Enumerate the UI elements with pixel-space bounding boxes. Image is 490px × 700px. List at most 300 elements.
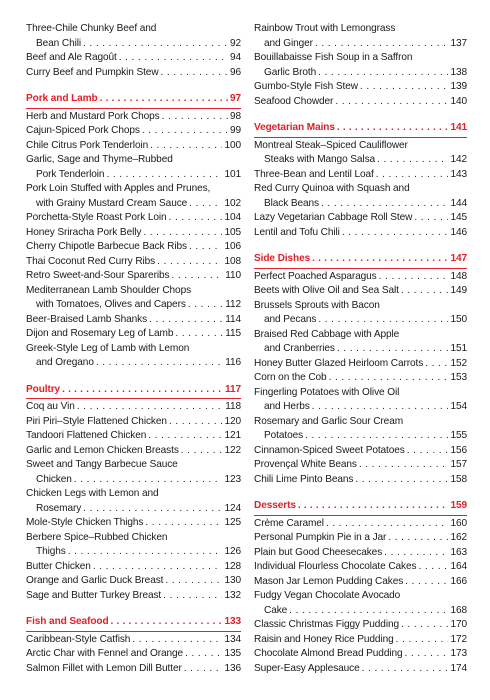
toc-entry[interactable]	[254, 560, 467, 575]
toc-entry[interactable]	[254, 211, 467, 226]
entry-title: Greek-Style Leg of Lamb with Lemon	[26, 342, 190, 354]
section-heading[interactable]	[26, 92, 241, 107]
entry-title-line	[26, 240, 241, 255]
leader-dots	[405, 575, 448, 590]
entry-title: Steaks with Mango Salsa	[264, 154, 376, 165]
leader-dots	[143, 226, 222, 241]
page-number: 148	[450, 270, 467, 282]
entry-title: Mason Jar Lemon Pudding Cakes	[254, 575, 404, 587]
section-heading-title: Desserts	[254, 500, 296, 511]
entry-title-line	[26, 153, 241, 168]
toc-entry[interactable]	[254, 662, 467, 677]
leader-dots	[162, 110, 228, 125]
entry-title: Honey Sriracha Pork Belly	[26, 226, 142, 238]
entry-title-continuation	[254, 66, 467, 81]
leader-dots	[425, 357, 448, 372]
page-number: 174	[450, 662, 467, 674]
page-number: 160	[450, 517, 467, 529]
toc-entry[interactable]	[254, 95, 467, 110]
leader-dots	[318, 313, 448, 328]
entry-title: Corn on the Cob	[254, 372, 327, 383]
toc-entry[interactable]	[26, 647, 241, 662]
toc-entry[interactable]	[26, 255, 241, 270]
entry-title: and Herbs	[264, 401, 310, 412]
toc-entry[interactable]	[26, 574, 241, 589]
page-number: 144	[450, 197, 467, 209]
leader-dots	[388, 531, 448, 546]
leader-dots	[184, 662, 223, 677]
entry-title-line	[254, 386, 467, 401]
toc-entry[interactable]	[26, 458, 241, 487]
entry-title-line	[254, 517, 467, 532]
entry-title: Arctic Char with Fennel and Orange	[26, 648, 184, 659]
toc-entry[interactable]	[26, 487, 241, 516]
entry-title-line	[254, 284, 467, 299]
page-number: 92	[229, 37, 241, 49]
leader-dots	[329, 371, 449, 386]
page-number: 100	[224, 139, 241, 151]
page-number: 164	[450, 561, 467, 572]
entry-title-line	[26, 633, 241, 648]
toc-entry[interactable]	[26, 269, 241, 284]
entry-title-line	[26, 647, 241, 662]
entry-title: and Cranberries	[264, 343, 335, 354]
entry-title-line	[254, 633, 467, 648]
leader-dots	[326, 517, 449, 532]
entry-title-line	[26, 139, 241, 154]
toc-entry[interactable]	[254, 328, 467, 357]
page-number: 99	[229, 125, 241, 136]
page-number: 154	[450, 401, 467, 412]
entry-title-line	[254, 211, 467, 226]
toc-entry[interactable]	[26, 400, 241, 415]
entry-title: Thai Coconut Red Curry Ribs	[26, 255, 156, 267]
leader-dots	[305, 429, 448, 444]
entry-title: Butter Chicken	[26, 560, 91, 572]
leader-dots	[359, 458, 449, 473]
page-number: 173	[450, 648, 467, 659]
leader-dots	[142, 124, 228, 139]
page-number: 106	[224, 241, 241, 252]
entry-title: Chicken	[36, 473, 72, 485]
toc-entry[interactable]	[26, 327, 241, 342]
entry-title: Potatoes	[264, 430, 304, 441]
toc-entry[interactable]	[254, 444, 467, 459]
entry-title: Curry Beef and Pumpkin Stew	[26, 66, 159, 78]
entry-title: Tandoori Flattened Chicken	[26, 430, 147, 441]
entry-title-continuation	[254, 153, 467, 168]
entry-title-line	[254, 589, 467, 604]
entry-title-line	[254, 80, 467, 95]
page-number: 163	[450, 546, 467, 558]
entry-title-line	[254, 270, 467, 285]
entry-title: Bouillabaisse Fish Soup in a Saffron	[254, 52, 413, 63]
page-number: 152	[450, 357, 467, 369]
leader-dots	[106, 168, 222, 183]
entry-title-continuation	[254, 37, 467, 52]
toc-entry[interactable]	[254, 415, 467, 444]
leader-dots	[401, 618, 448, 633]
entry-title-continuation	[26, 37, 241, 52]
entry-title: Orange and Garlic Duck Breast	[26, 575, 164, 586]
entry-title-line	[254, 531, 467, 546]
toc-entry[interactable]	[26, 153, 241, 182]
toc-entry[interactable]	[26, 139, 241, 154]
toc-entry[interactable]	[26, 182, 241, 211]
toc-entry[interactable]	[254, 531, 467, 546]
entry-title: Thighs	[36, 546, 66, 557]
toc-entry[interactable]	[26, 633, 241, 648]
entry-title: Crème Caramel	[254, 517, 324, 529]
toc-section-fish-and-seafood	[26, 615, 241, 676]
entry-title-line	[26, 124, 241, 139]
toc-section-continued	[26, 22, 241, 80]
leader-dots	[337, 121, 449, 136]
toc-section-desserts	[254, 499, 467, 676]
entry-title-line	[26, 429, 241, 444]
page-number: 120	[224, 415, 241, 427]
entry-title: Salmon Fillet with Lemon Dill Butter	[26, 662, 182, 674]
entry-title-line	[254, 182, 467, 197]
toc-entry[interactable]	[254, 357, 467, 372]
entry-title-continuation	[26, 298, 241, 313]
entry-title-continuation	[254, 604, 467, 619]
toc-entry[interactable]	[254, 270, 467, 285]
toc-entry[interactable]	[26, 560, 241, 575]
page-number: 132	[224, 589, 241, 601]
page-number: 101	[224, 168, 241, 180]
toc-entry[interactable]	[26, 51, 241, 66]
entry-title-continuation	[254, 400, 467, 415]
page-number: 96	[229, 66, 241, 78]
page-number: 140	[450, 95, 467, 107]
toc-entry[interactable]	[26, 415, 241, 430]
leader-dots	[100, 92, 228, 107]
toc-entry[interactable]	[26, 429, 241, 444]
leader-dots	[384, 546, 448, 561]
section-heading[interactable]	[26, 615, 241, 630]
section-heading-title: Poultry	[26, 383, 61, 395]
page-number: 121	[224, 430, 241, 441]
section-heading-rule	[26, 631, 241, 632]
entry-title: Pork Tenderloin	[36, 168, 105, 180]
page-number: 116	[225, 357, 241, 368]
leader-dots	[355, 473, 448, 488]
section-heading-page: 117	[225, 383, 241, 395]
entry-title: Raisin and Honey Rice Pudding	[254, 633, 394, 645]
entry-title: Cherry Chipotle Barbecue Back Ribs	[26, 241, 187, 252]
page-number: 104	[224, 212, 241, 223]
leader-dots	[165, 574, 222, 589]
toc-entry[interactable]	[254, 589, 467, 618]
toc-section-continued	[254, 22, 467, 109]
section-heading-page: 141	[450, 122, 467, 133]
leader-dots	[335, 95, 448, 110]
toc-entry[interactable]	[26, 662, 241, 677]
entry-title-line	[26, 313, 241, 328]
entry-title: Sage and Butter Turkey Breast	[26, 589, 162, 601]
leader-dots	[414, 211, 448, 226]
leader-dots	[362, 662, 449, 677]
entry-title: Black Beans	[264, 197, 320, 209]
entry-title-line	[26, 284, 241, 299]
entry-title-line	[26, 574, 241, 589]
leader-dots	[163, 589, 222, 604]
entry-title: Rosemary	[36, 502, 82, 514]
entry-title: Three-Bean and Lentil Loaf	[254, 168, 374, 180]
section-heading-page: 97	[229, 93, 241, 104]
leader-dots	[318, 66, 448, 81]
toc-entry[interactable]	[254, 575, 467, 590]
leader-dots	[157, 255, 222, 270]
entry-title: Lazy Vegetarian Cabbage Roll Stew	[254, 212, 413, 223]
leader-dots	[189, 240, 222, 255]
toc-entry[interactable]	[26, 66, 241, 81]
entry-title-continuation	[26, 502, 241, 517]
entry-title: Porchetta-Style Roast Pork Loin	[26, 212, 167, 223]
leader-dots	[171, 269, 223, 284]
page-number: 139	[450, 81, 467, 92]
toc-entry[interactable]	[254, 633, 467, 648]
toc-entry[interactable]	[254, 299, 467, 328]
section-heading-title: Side Dishes	[254, 253, 311, 264]
entry-title-continuation	[254, 342, 467, 357]
entry-title-line	[26, 516, 241, 531]
toc-entry[interactable]	[254, 22, 467, 51]
toc-entry[interactable]	[254, 647, 467, 662]
entry-title: and Pecans	[264, 314, 317, 325]
page-number: 157	[450, 459, 467, 470]
section-heading-title: Vegetarian Mains	[254, 122, 335, 133]
entry-title: Braised Red Cabbage with Apple	[254, 328, 400, 340]
toc-entry[interactable]	[26, 444, 241, 459]
page-number: 172	[450, 633, 467, 645]
entry-title: Lentil and Tofu Chili	[254, 226, 340, 238]
toc-entry[interactable]	[26, 110, 241, 125]
entry-title-continuation	[26, 168, 241, 183]
toc-entry[interactable]	[26, 240, 241, 255]
entry-title: Rosemary and Garlic Sour Cream	[254, 415, 404, 427]
page-number: 137	[450, 37, 467, 49]
page-number: 128	[224, 560, 241, 572]
entry-title: Retro Sweet-and-Sour Spareribs	[26, 270, 170, 281]
section-heading[interactable]	[254, 252, 467, 267]
leader-dots	[93, 560, 223, 575]
entry-title: Chili Lime Pinto Beans	[254, 473, 354, 485]
entry-title-line	[26, 444, 241, 459]
leader-dots	[321, 197, 448, 212]
entry-title-line	[26, 226, 241, 241]
leader-dots	[376, 168, 449, 183]
toc-column-left	[26, 22, 241, 676]
entry-title: Sweet and Tangy Barbecue Sauce	[26, 459, 178, 470]
entry-title-line	[254, 560, 467, 575]
leader-dots	[83, 37, 228, 52]
section-heading-rule	[254, 515, 467, 516]
leader-dots	[405, 647, 449, 662]
page-number: 151	[450, 343, 467, 354]
entry-title: Mediterranean Lamb Shoulder Chops	[26, 284, 192, 296]
entry-title-line	[26, 342, 241, 357]
leader-dots	[312, 400, 449, 415]
page-number: 130	[224, 575, 241, 586]
toc-entry[interactable]	[26, 124, 241, 139]
page-number: 94	[229, 52, 241, 63]
entry-title-line	[254, 357, 467, 372]
page-number: 114	[225, 313, 241, 325]
toc-entry[interactable]	[254, 80, 467, 95]
entry-title-line	[254, 662, 467, 677]
section-heading-rule	[26, 398, 241, 399]
page-number: 125	[224, 517, 241, 528]
entry-title: Personal Pumpkin Pie in a Jar	[254, 532, 387, 543]
entry-title: Piri Piri–Style Flattened Chicken	[26, 415, 167, 427]
entry-title-line	[254, 618, 467, 633]
leader-dots	[360, 80, 449, 95]
toc-entry[interactable]	[254, 458, 467, 473]
entry-title-line	[26, 458, 241, 473]
page-number: 118	[225, 401, 241, 412]
section-heading[interactable]	[254, 499, 467, 514]
toc-entry[interactable]	[254, 546, 467, 561]
leader-dots	[169, 211, 223, 226]
toc-entry[interactable]	[254, 386, 467, 415]
leader-dots	[312, 252, 448, 267]
toc-entry[interactable]	[26, 226, 241, 241]
toc-entry[interactable]	[254, 618, 467, 633]
toc-entry[interactable]	[26, 516, 241, 531]
page-number: 149	[450, 285, 467, 296]
leader-dots	[149, 313, 223, 328]
entry-title-line	[254, 458, 467, 473]
toc-entry[interactable]	[254, 168, 467, 183]
toc-entry[interactable]	[254, 284, 467, 299]
entry-title: Plain but Good Cheesecakes	[254, 546, 383, 558]
toc-entry[interactable]	[26, 531, 241, 560]
leader-dots	[175, 327, 223, 342]
entry-title-line	[26, 400, 241, 415]
entry-title-line	[26, 415, 241, 430]
entry-title-line	[254, 647, 467, 662]
page-number: 105	[224, 226, 241, 238]
section-heading[interactable]	[254, 121, 467, 136]
entry-title: Garlic, Sage and Thyme–Rubbed	[26, 154, 173, 165]
page-number: 142	[450, 154, 467, 165]
entry-title: Herb and Mustard Pork Chops	[26, 110, 160, 122]
entry-title: Cajun-Spiced Pork Chops	[26, 125, 140, 136]
toc-entry[interactable]	[254, 139, 467, 168]
leader-dots	[96, 356, 223, 371]
leader-dots	[396, 633, 449, 648]
entry-title: Beets with Olive Oil and Sea Salt	[254, 285, 399, 296]
toc-entry[interactable]	[26, 313, 241, 328]
entry-title-line	[26, 110, 241, 125]
entry-title-continuation	[26, 197, 241, 212]
leader-dots	[68, 545, 223, 560]
toc-entry[interactable]	[254, 517, 467, 532]
section-heading-rule	[26, 108, 241, 109]
entry-title-line	[26, 662, 241, 677]
leader-dots	[189, 197, 222, 212]
entry-title: Three-Chile Chunky Beef and	[26, 23, 157, 34]
entry-title: Cake	[264, 604, 288, 616]
entry-title: Bean Chili	[36, 37, 82, 49]
toc-entry[interactable]	[254, 371, 467, 386]
toc-section-poultry	[26, 383, 241, 604]
page-number: 143	[450, 168, 467, 180]
toc-entry[interactable]	[254, 182, 467, 211]
page-number: 135	[224, 648, 241, 659]
entry-title-line	[26, 531, 241, 546]
toc-entry[interactable]	[26, 22, 241, 51]
entry-title-line	[254, 371, 467, 386]
entry-title: Pork Loin Stuffed with Apples and Prunes,	[26, 183, 211, 194]
entry-title-continuation	[254, 197, 467, 212]
leader-dots	[169, 415, 223, 430]
entry-title: Chicken Legs with Lemon and	[26, 488, 159, 499]
toc-entry[interactable]	[26, 589, 241, 604]
toc-entry[interactable]	[26, 211, 241, 226]
entry-title: Honey Butter Glazed Heirloom Carrots	[254, 357, 424, 369]
toc-entry[interactable]	[254, 226, 467, 241]
page-number: 108	[224, 255, 241, 267]
entry-title-line	[26, 211, 241, 226]
leader-dots	[185, 647, 222, 662]
entry-title-line	[26, 560, 241, 575]
leader-dots	[148, 429, 222, 444]
entry-title: with Grainy Mustard Cream Sauce	[36, 197, 188, 209]
page-number: 138	[450, 66, 467, 78]
leader-dots	[407, 444, 449, 459]
leader-dots	[315, 37, 449, 52]
entry-title: Classic Christmas Figgy Pudding	[254, 619, 399, 630]
entry-title: Chocolate Almond Bread Pudding	[254, 648, 403, 659]
entry-title: Coq au Vin	[26, 401, 75, 412]
section-heading-title: Pork and Lamb	[26, 93, 98, 104]
page-number: 112	[225, 299, 241, 310]
entry-title: Beef and Ale Ragoût	[26, 52, 117, 63]
leader-dots	[337, 342, 449, 357]
entry-title: Individual Flourless Chocolate Cakes	[254, 561, 417, 572]
entry-title: Rainbow Trout with Lemongrass	[254, 23, 396, 34]
entry-title-line	[254, 22, 467, 37]
entry-title-continuation	[254, 429, 467, 444]
section-heading-title: Fish and Seafood	[26, 616, 109, 627]
leader-dots	[289, 604, 448, 619]
entry-title-line	[26, 487, 241, 502]
entry-title-line	[26, 66, 241, 81]
entry-title: Seafood Chowder	[254, 95, 334, 107]
page-number: 155	[450, 430, 467, 441]
toc-entry[interactable]	[254, 473, 467, 488]
section-heading-page: 133	[224, 616, 241, 627]
section-heading-page: 159	[450, 500, 467, 511]
toc-entry[interactable]	[254, 51, 467, 80]
leader-dots	[377, 153, 448, 168]
entry-title-line	[254, 546, 467, 561]
section-heading[interactable]	[26, 383, 241, 398]
entry-title: Fudgy Vegan Chocolate Avocado	[254, 590, 401, 601]
entry-title-continuation	[254, 313, 467, 328]
page-number: 126	[224, 546, 241, 557]
leader-dots	[119, 51, 228, 66]
toc-entry[interactable]	[26, 342, 241, 371]
entry-title-line	[254, 328, 467, 343]
entry-title-line	[26, 269, 241, 284]
leader-dots	[150, 139, 222, 154]
leader-dots	[145, 516, 222, 531]
toc-entry[interactable]	[26, 284, 241, 313]
